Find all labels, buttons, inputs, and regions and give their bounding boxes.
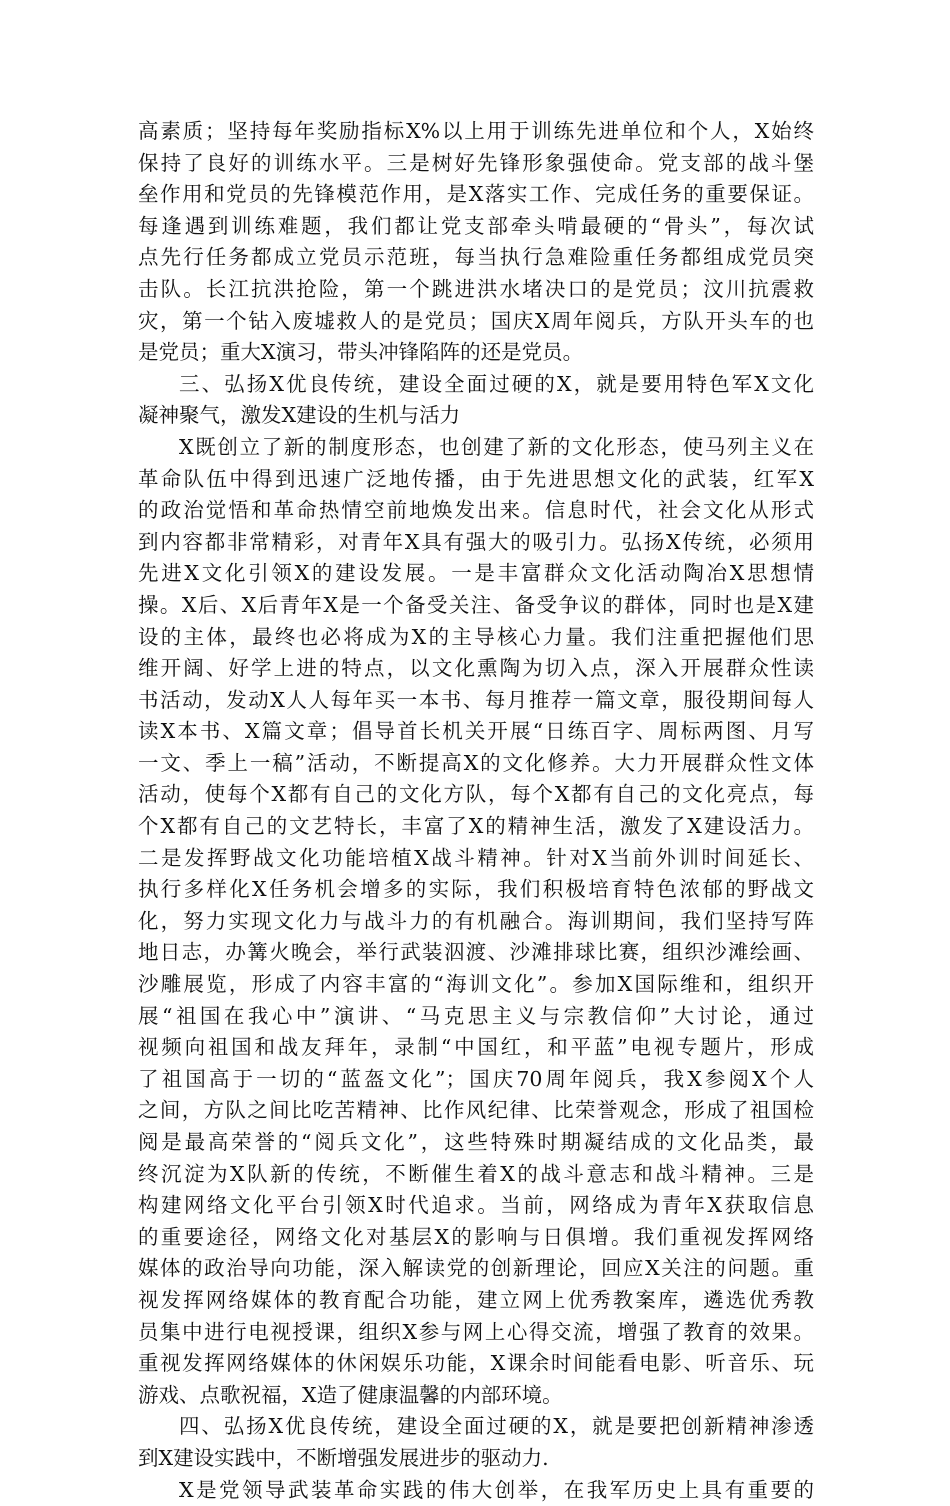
text-line: 设的主体，最终也必将成为X的主导核心力量。我们注重把握他们思 [138, 624, 814, 649]
text-line: 员集中进行电视授课，组织X参与网上心得交流，增强了教育的效果。 [138, 1319, 814, 1344]
paragraph-first-line: 三、弘扬X优良传统，建设全面过硬的X，就是要用特色军X文化 [179, 371, 814, 396]
text-line: 的重要途径，网络文化对基层X的影响与日俱增。我们重视发挥网络 [138, 1224, 814, 1249]
text-line: 先进X文化引领X的建设发展。一是丰富群众文化活动陶冶X思想情 [138, 561, 814, 586]
text-line: 游戏、点歌祝福，X造了健康温馨的内部环境。 [138, 1382, 563, 1407]
text-line: 重视发挥网络媒体的休闲娱乐功能，X课余时间能看电影、听音乐、玩 [138, 1351, 814, 1376]
text-line: 沙雕展览，形成了内容丰富的“海训文化”。参加X国际维和，组织开 [138, 972, 814, 997]
text-line: 视发挥网络媒体的教育配合功能，建立网上优秀教案库，遴选优秀教 [138, 1287, 814, 1312]
text-line: 维开阔、好学上进的特点，以文化熏陶为切入点，深入开展群众性读 [138, 656, 814, 681]
text-line: 个X都有自己的文艺特长，丰富了X的精神生活，激发了X建设活力。 [138, 814, 814, 839]
text-line: 展“祖国在我心中”演讲、“马克思主义与宗教信仰”大讨论，通过 [138, 1003, 814, 1028]
text-line: 活动，使每个X都有自己的文化方队，每个X都有自己的文化亮点，每 [138, 782, 814, 807]
text-line: 凝神聚气，激发X建设的生机与活力 [138, 403, 461, 428]
text-line: 保持了良好的训练水平。三是树好先锋形象强使命。党支部的战斗堡 [138, 150, 814, 175]
text-line: 构建网络文化平台引领X时代追求。当前，网络成为青年X获取信息 [138, 1193, 814, 1218]
paragraph-first-line: 四、弘扬X优良传统，建设全面过硬的X，就是要把创新精神渗透 [179, 1414, 814, 1439]
text-line: 的政治觉悟和革命热情空前地焕发出来。信息时代，社会文化从形式 [138, 498, 814, 523]
text-line: 执行多样化X任务机会增多的实际，我们积极培育特色浓郁的野战文 [138, 877, 814, 902]
text-line: 视频向祖国和战友拜年，录制“中国红，和平蓝”电视专题片，形成 [138, 1035, 814, 1060]
text-line: 革命队伍中得到迅速广泛地传播，由于先进思想文化的武装，红军X [138, 466, 814, 491]
text-line: 每逢遇到训练难题，我们都让党支部牵头啃最硬的“骨头”，每次试 [138, 213, 814, 238]
text-line: 读X本书、X篇文章；倡导首长机关开展“日练百字、周标两图、月写 [138, 719, 814, 744]
text-line: 媒体的政治导向功能，深入解读党的创新理论，回应X关注的问题。重 [138, 1256, 814, 1281]
text-line: 地日志，办篝火晚会，举行武装泅渡、沙滩排球比赛，组织沙滩绘画、 [138, 940, 814, 965]
text-line: 是党员；重大X演习，带头冲锋陷阵的还是党员。 [138, 340, 584, 365]
text-line: 书活动，发动X人人每年买一本书、每月推荐一篇文章，服役期间每人 [138, 687, 814, 712]
paragraph-first-line: X是党领导武装革命实践的伟大创举，在我军历史上具有重要的 [179, 1477, 814, 1502]
text-line: 到X建设实践中，不断增强发展进步的驱动力. [138, 1445, 549, 1470]
text-line: 操。X后、X后青年X是一个备受关注、备受争议的群体，同时也是X建 [138, 592, 814, 617]
paragraph-first-line: X既创立了新的制度形态，也创建了新的文化形态，使马列主义在 [179, 434, 814, 459]
text-line: 二是发挥野战文化功能培植X战斗精神。针对X当前外训时间延长、 [138, 845, 814, 870]
text-line: 击队。长江抗洪抢险，第一个跳进洪水堵决口的是党员；汶川抗震救 [138, 276, 814, 301]
text-line: 阅是最高荣誉的“阅兵文化”，这些特殊时期凝结成的文化品类，最 [138, 1130, 814, 1154]
text-line: 垒作用和党员的先锋模范作用，是X落实工作、完成任务的重要保证。 [138, 182, 814, 207]
text-line: 化，努力实现文化力与战斗力的有机融合。海训期间，我们坚持写阵 [138, 908, 814, 933]
text-line: 之间，方队之间比吃苦精神、比作风纪律、比荣誉观念，形成了祖国检 [138, 1098, 814, 1123]
text-line: 高素质；坚持每年奖励指标X%以上用于训练先进单位和个人，X始终 [138, 119, 814, 143]
text-line: 终沉淀为X队新的传统，不断催生着X的战斗意志和战斗精神。三是 [138, 1161, 814, 1186]
text-line: 灾，第一个钻入废墟救人的是党员；国庆X周年阅兵，方队开头车的也 [138, 308, 814, 333]
document-page [138, 116, 814, 1506]
text-line: 一文、季上一稿”活动，不断提高X的文化修养。大力开展群众性文体 [138, 750, 814, 775]
text-line: 点先行任务都成立党员示范班，每当执行急难险重任务都组成党员突 [138, 245, 814, 270]
text-line: 到内容都非常精彩，对青年X具有强大的吸引力。弘扬X传统，必须用 [138, 529, 814, 554]
text-line: 了祖国高于一切的“蓝盔文化”；国庆70周年阅兵，我X参阅X个人 [138, 1066, 814, 1091]
